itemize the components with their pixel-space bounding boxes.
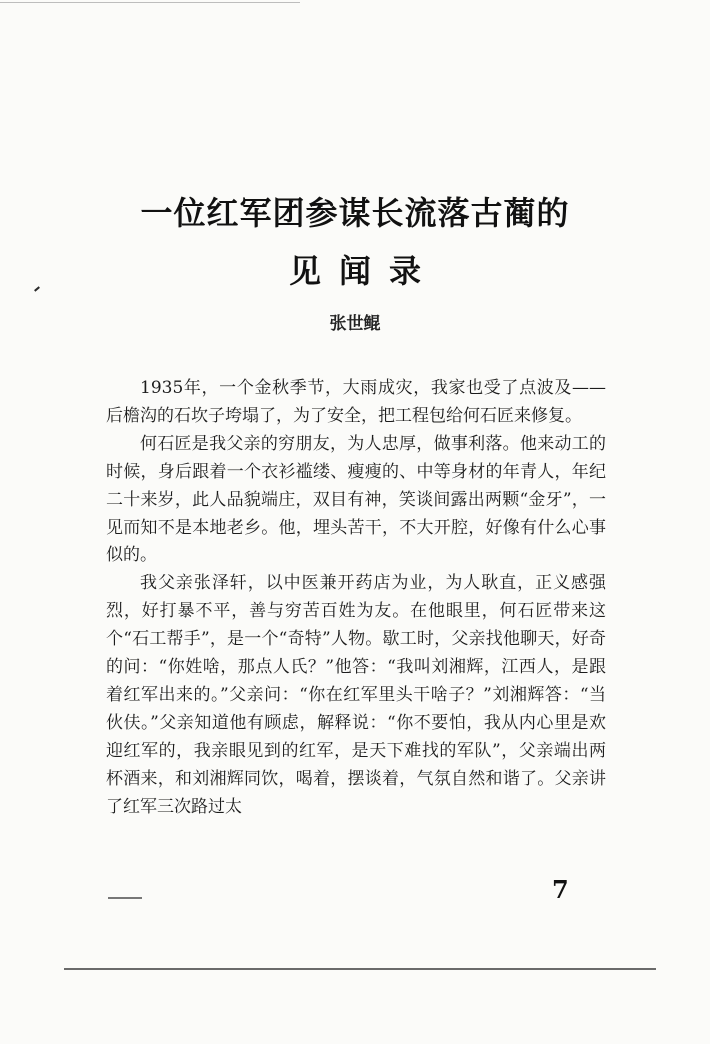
article-title-line-1: 一位红军团参谋长流落古蔺的	[140, 194, 570, 232]
article-body	[106, 375, 606, 822]
paragraph-2: 何石匠是我父亲的穷朋友，为人忠厚，做事利落。他来动工的时候，身后跟着一个衣衫褴缕、瘦瘦的、中等身材的年青人，年纪二十来岁，此人品貌端庄，双目有神，笑谈间露出两颗“金牙”，一见而知不是本地老乡。他，埋头苦干，不大开腔，好像有什么心事似的。	[106, 433, 606, 566]
article-title-line-2: 见闻录	[288, 252, 439, 290]
paragraph-1: 1935年，一个金秋季节，大雨成灾，我家也受了点波及——后檐沟的石坎子垮塌了，为了安全，把工程包给何石匠来修复。	[106, 378, 606, 426]
author-name: 张世鲲	[329, 314, 381, 334]
page-number: 7	[552, 875, 569, 904]
top-rule	[0, 2, 300, 3]
bottom-rule	[64, 968, 656, 970]
paragraph-3: 我父亲张泽轩，以中医兼开药店为业，为人耿直，正义感强烈，好打暴不平，善与穷苦百姓为友。在他眼里，何石匠带来这个“石工帮手”，是一个“奇特”人物。歇工时，父亲找他聊天，好奇的问：“你姓啥，那点人氏？”他答：“我叫刘湘辉，江西人，是跟着红军出来的。”父亲问：“你在红军里头干啥子？”刘湘辉答：“当伙伕。”父亲知道他有顾虑，解释说：“你不要怕，我从内心里是欢迎红军的，我亲眼见到的红军，是天下难找的军队”，父亲端出两杯酒来，和刘湘辉同饮，喝着，摆谈着，气氛自然和谐了。父亲讲了红军三次路过太	[106, 573, 606, 817]
scan-smudge	[108, 897, 142, 899]
